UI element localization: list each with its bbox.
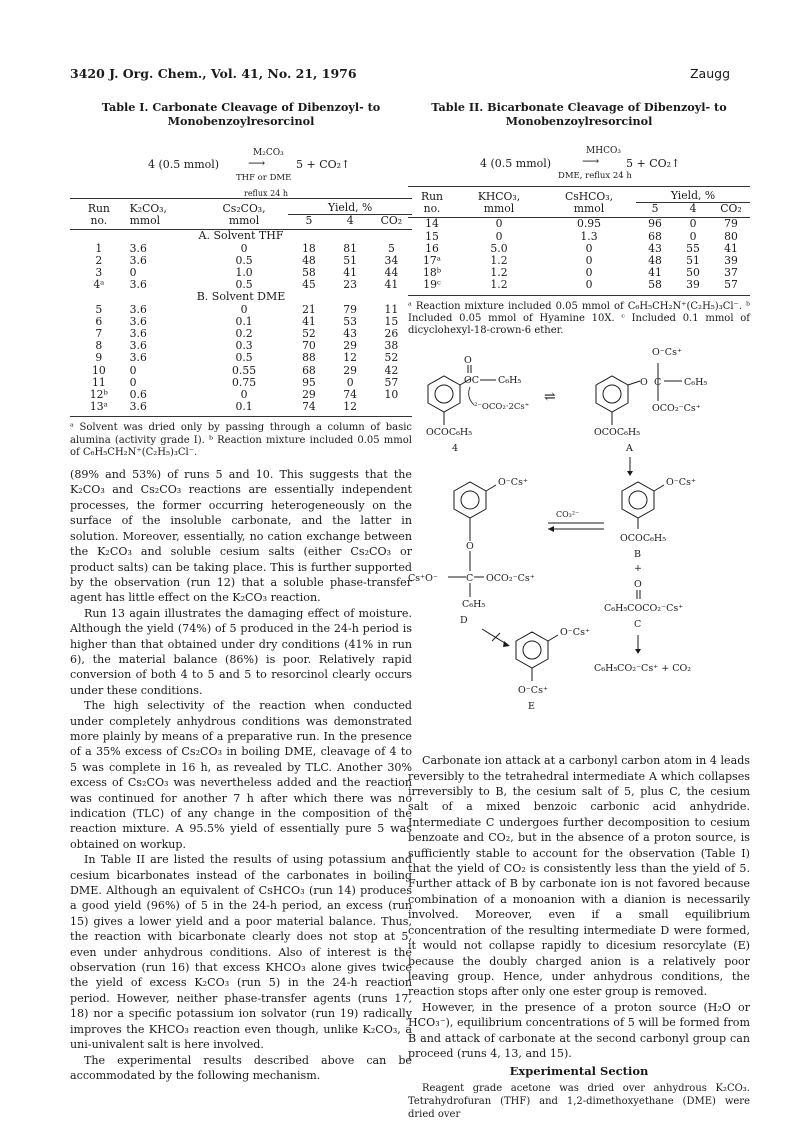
mechanism-drawing <box>408 345 750 747</box>
table-cell: 1.2 <box>456 279 542 295</box>
table-cell: 10 <box>91 363 106 377</box>
table-row <box>70 243 412 255</box>
table-cell: 1.2 <box>490 266 508 280</box>
table-cell: 0 <box>585 241 593 255</box>
table-cell: 18ᵇ <box>422 266 442 280</box>
svg-text:OCOC₆H₅: OCOC₆H₅ <box>620 533 667 545</box>
table-cell: 44 <box>384 266 399 280</box>
table-cell: 0.1 <box>200 401 289 417</box>
table-cell: 68 <box>302 363 316 377</box>
table-cell: 0 <box>689 217 697 231</box>
table-row <box>408 279 750 295</box>
scheme-product: 5 + CO₂↑ <box>296 158 351 171</box>
table-cell: 13ᵃ <box>70 401 128 417</box>
svg-text:O: O <box>634 579 642 591</box>
c4-carbonyl-o: O <box>464 355 472 367</box>
svg-text:Cs⁺O⁻: Cs⁺O⁻ <box>408 573 438 585</box>
table-cell <box>371 401 412 417</box>
table-row <box>70 401 412 417</box>
table-cell: 3.6 <box>129 327 147 341</box>
t2-col-header-yield: Yield, % <box>636 187 750 203</box>
table-cell: 0 <box>585 266 593 280</box>
section-a-heading: A. Solvent THF <box>198 229 284 243</box>
table-cell: 3.6 <box>129 253 147 267</box>
table-cell: 51 <box>343 253 358 267</box>
table-cell: 0 <box>129 266 137 280</box>
table1-reaction-scheme <box>70 134 412 198</box>
experimental-heading: Experimental Section <box>509 1064 649 1079</box>
table-cell: 3.6 <box>129 278 147 292</box>
table-cell: 55 <box>686 241 700 255</box>
svg-text:OCOC₆H₅: OCOC₆H₅ <box>426 427 473 439</box>
table-cell: 6 <box>95 314 103 328</box>
table-cell: 7 <box>95 327 103 341</box>
paragraph: (89% and 53%) of runs 5 and 10. This suggests that the K₂CO₃ and Cs₂CO₃ reactions are essentially independent processes, the former occurring heterogeneously on the surface of the insoluble carbonate, and the latter in solution. Moreover, essentially, no cation exchange between the K₂CO₃ and soluble cesium salts (either Cs₂CO₃ or product salts) can be taking place. This is further supported by the observation (run 12) that a soluble phase-transfer agent has little effect on the K₂CO₃ reaction. <box>70 468 412 605</box>
svg-text:²⁻OCO₂·2Cs⁺: ²⁻OCO₂·2Cs⁺ <box>474 402 530 413</box>
table-cell: 11 <box>91 375 106 389</box>
scheme-reagent: M₂CO₃ <box>253 148 284 158</box>
table-row <box>70 304 412 316</box>
svg-text:O⁻Cs⁺: O⁻Cs⁺ <box>666 477 696 489</box>
paragraph: The experimental results described above can be accommodated by the following mechanism. <box>70 1053 412 1082</box>
table-cell: 58 <box>636 279 674 295</box>
table-cell: 12 <box>343 351 358 365</box>
table-cell: 4ᵃ <box>93 278 105 292</box>
svg-text:C₆H₅: C₆H₅ <box>498 375 522 387</box>
table-cell: 95 <box>302 375 316 389</box>
table-cell: 0.55 <box>232 363 257 377</box>
scheme-reactant: 4 (0.5 mmol) <box>148 158 220 171</box>
table-cell: 5 <box>95 302 103 316</box>
left-column <box>70 100 412 1083</box>
svg-text:C: C <box>654 377 662 389</box>
table-cell: 45 <box>302 278 316 292</box>
svg-text:OCO₂⁻Cs⁺: OCO₂⁻Cs⁺ <box>486 573 535 585</box>
table-cell: 50 <box>686 266 700 280</box>
table-cell: 8 <box>95 339 103 353</box>
table-cell: 0 <box>346 375 354 389</box>
table-cell: 21 <box>302 302 316 316</box>
table-cell: 19ᶜ <box>408 279 456 295</box>
table-cell: 23 <box>343 278 358 292</box>
table-cell: 3 <box>95 266 103 280</box>
table-cell: 41 <box>648 266 662 280</box>
table-cell: 3.6 <box>129 339 147 353</box>
table-cell: 42 <box>384 363 399 377</box>
svg-text:O⁻Cs⁺: O⁻Cs⁺ <box>498 477 528 489</box>
table-cell: 39 <box>674 279 712 295</box>
table-cell: 79 <box>343 302 358 316</box>
table-cell: 1.2 <box>490 254 508 268</box>
table-cell: 48 <box>302 253 316 267</box>
ring-compound-B <box>622 482 664 529</box>
table-cell: 79 <box>724 217 738 231</box>
scheme-conditions: THF or DME <box>236 173 292 183</box>
table-cell: 12ᵇ <box>89 388 108 402</box>
table-cell: 0.75 <box>232 375 257 389</box>
table-cell: 39 <box>724 254 738 268</box>
table-cell: 0 <box>240 388 248 402</box>
label-B: B <box>634 549 641 561</box>
t2-col-header-run: Run <box>408 187 456 203</box>
table-cell: 2 <box>95 253 103 267</box>
table-cell: 0.2 <box>235 327 253 341</box>
table-cell: 0.6 <box>129 388 147 402</box>
svg-text:C₆H₅: C₆H₅ <box>462 599 486 611</box>
svg-text:C₆H₅CO₂⁻Cs⁺ + CO₂: C₆H₅CO₂⁻Cs⁺ + CO₂ <box>594 663 692 675</box>
table-cell: 3.6 <box>129 314 147 328</box>
table-cell: 15 <box>425 229 439 243</box>
table-cell: 0 <box>240 302 248 316</box>
table-cell: 3.6 <box>128 401 200 417</box>
table-cell: 43 <box>343 327 358 341</box>
svg-text:O: O <box>640 377 648 389</box>
col-header-k2co3: K₂CO₃, <box>128 199 200 215</box>
table-cell: 0 <box>129 363 137 377</box>
table-cell: 70 <box>302 339 316 353</box>
table-cell: 57 <box>384 375 399 389</box>
t2-col-header-cshco3: CsHCO₃, <box>542 187 636 203</box>
table-cell: 29 <box>343 363 358 377</box>
table-cell: 0 <box>495 229 503 243</box>
table-cell: 51 <box>686 254 700 268</box>
svg-text:C₆H₅COCO₂⁻Cs⁺: C₆H₅COCO₂⁻Cs⁺ <box>604 603 684 615</box>
svg-text:+: + <box>634 563 642 575</box>
table-cell: 3.6 <box>129 351 147 365</box>
table-row <box>70 365 412 377</box>
table-cell: 52 <box>302 327 316 341</box>
svg-text:OC: OC <box>464 375 480 387</box>
svg-text:OCOC₆H₅: OCOC₆H₅ <box>594 427 641 439</box>
table-cell: 68 <box>648 229 662 243</box>
table-cell: 41 <box>384 278 399 292</box>
table-cell: 3.6 <box>129 241 147 255</box>
right-column <box>408 100 750 1121</box>
paragraph: However, in the presence of a proton source (H₂O or HCO₃⁻), equilibrium concentrations of 5 will be formed from B and attack of carbonate at the second carbonyl group can proceed (runs 4, 13, and 15). <box>408 1000 750 1060</box>
table-cell: 15 <box>384 314 399 328</box>
table-cell: 38 <box>384 339 399 353</box>
svg-text:O⁻Cs⁺: O⁻Cs⁺ <box>518 685 548 697</box>
table-cell: 74 <box>343 388 358 402</box>
svg-text:O: O <box>466 541 474 553</box>
table-cell: 74 <box>288 401 329 417</box>
table-cell: 48 <box>648 254 662 268</box>
table-cell: 0.5 <box>235 253 253 267</box>
svg-text:C: C <box>466 573 474 585</box>
table-cell: 41 <box>724 241 738 255</box>
table-cell: 0.95 <box>576 217 602 231</box>
table-row <box>70 352 412 364</box>
table-cell: 0 <box>129 375 137 389</box>
label-C: C <box>634 619 642 631</box>
svg-text:O⁻Cs⁺: O⁻Cs⁺ <box>652 347 682 359</box>
table-cell: 43 <box>648 241 662 255</box>
table-cell: 10 <box>384 388 399 402</box>
scheme2-conditions: DME, reflux 24 h <box>558 171 632 181</box>
table-cell: 1 <box>95 241 103 255</box>
col-header-cs2co3: Cs₂CO₃, <box>200 199 289 215</box>
scheme-arrow: ⟶ <box>248 156 266 170</box>
t2-col-header-khco3: KHCO₃, <box>456 187 542 203</box>
label-A: A <box>626 443 633 455</box>
table-cell: 0.3 <box>235 339 253 353</box>
table-cell: 81 <box>343 241 358 255</box>
experimental-text: Reagent grade acetone was dried over anhydrous K₂CO₃. Tetrahydrofuran (THF) and 1,2-dimethoxyethane (DME) were dried over <box>408 1082 750 1120</box>
ring-compound-E <box>516 632 558 681</box>
svg-text:O⁻Cs⁺: O⁻Cs⁺ <box>560 627 590 639</box>
table2-rows <box>408 218 750 295</box>
table-cell: 1.3 <box>580 229 598 243</box>
table1-rows-b <box>70 304 412 417</box>
table-cell: 9 <box>95 351 103 365</box>
table-cell: 0 <box>542 279 636 295</box>
paragraph: Run 13 again illustrates the damaging effect of moisture. Although the yield (74%) of 5 produced in the 24-h period is higher than that obtained under dry conditions (41% in run 6), the material balance (86%) is poor. Relatively rapid conversion of both 4 to 5 and 5 to resorcinol clearly occurs under these conditions. <box>70 606 412 697</box>
scheme2-reactant: 4 (0.5 mmol) <box>480 157 552 170</box>
table-cell: 5 <box>387 241 395 255</box>
table-cell: 0 <box>240 241 248 255</box>
table-row <box>408 231 750 243</box>
table-cell: 17ᵃ <box>423 254 441 268</box>
label-E: E <box>528 701 535 713</box>
table-cell: 0 <box>495 217 503 231</box>
table-cell: 41 <box>343 266 358 280</box>
col-header-run: Run <box>70 199 128 215</box>
table-cell: 41 <box>302 314 316 328</box>
scheme2-arrow: ⟶ <box>582 154 600 168</box>
scheme-conditions-time: reflux 24 h <box>244 189 288 198</box>
paragraph: In Table II are listed the results of using potassium and cesium bicarbonates instead of the carbonates in boiling DME. Although an equivalent of CsHCO₃ (run 14) produces a good yield (96%) of 5 in the 24-h period, an excess (run 15) gives a lower yield and a poor material balance. Thus, the reaction with bicarbonate clearly does not stop at 5, even under anhydrous conditions. Also of interest is the observation (run 16) that excess KHCO₃ alone gives twice the yield of excess K₂CO₃ (run 5) in the 24-h reaction period. However, neither phase-transfer agents (runs 17, 18) nor a specific potassium ion solvator (run 19) radically improves the KHCO₃ reaction even though, unlike K₂CO₃, a uni-univalent salt is here involved. <box>70 853 412 1052</box>
table-cell: 0.1 <box>235 314 253 328</box>
table-cell: 29 <box>302 388 316 402</box>
table2: Run KHCO₃, CsHCO₃, Yield, % no. mmol mmol 5 4 CO₂ 14 0 0.95 96 0 79 15 0 1.3 68 0 80 16 5.0 0 43 55 41 17ᵃ 1.2 0 48 51 39 18ᵇ 1.2 0 41 50 37 19ᶜ 1.2 0 58 39 57 <box>408 186 750 296</box>
table-cell: 3.6 <box>129 302 147 316</box>
svg-text:C₆H₅: C₆H₅ <box>684 377 708 389</box>
table-cell: 57 <box>712 279 750 295</box>
left-body-text <box>70 467 412 1083</box>
header-journal: 3420 J. Org. Chem., Vol. 41, No. 21, 1976 <box>70 66 357 81</box>
table1-caption: Table I. Carbonate Cleavage of Dibenzoyl- to Monobenzoylresorcinol <box>101 100 381 128</box>
table-cell: 29 <box>343 339 358 353</box>
table-cell: 80 <box>724 229 738 243</box>
table-cell: 0.5 <box>235 278 253 292</box>
right-body-text <box>408 753 750 1061</box>
table-cell: 37 <box>724 266 738 280</box>
table-cell: 0.5 <box>235 351 253 365</box>
svg-text:OCO₂⁻Cs⁺: OCO₂⁻Cs⁺ <box>652 403 701 415</box>
table-cell: 11 <box>384 302 399 316</box>
section-b-heading: B. Solvent DME <box>196 290 286 304</box>
ring-compound-A <box>596 363 682 425</box>
mechanism-scheme <box>408 345 750 747</box>
table1-footnote: ᵃ Solvent was dried only by passing through a column of basic alumina (activity grade I). ᵇ Reaction mixture included 0.05 mmol of C₆H₅CH₂N⁺(C₂H₅)₃Cl⁻. <box>70 422 412 458</box>
table2-reaction-scheme <box>408 134 750 186</box>
table-cell: 0 <box>689 229 697 243</box>
scheme2-reagent: MHCO₃ <box>586 146 621 156</box>
svg-text:CO₃²⁻: CO₃²⁻ <box>556 510 580 520</box>
table-cell: 96 <box>648 217 662 231</box>
table-cell: 53 <box>343 314 358 328</box>
table-cell: 58 <box>302 266 316 280</box>
table1-rows-a <box>70 243 412 292</box>
table2-caption: Table II. Bicarbonate Cleavage of Dibenzoyl- to Monobenzoylresorcinol <box>431 100 727 128</box>
table-cell: 18 <box>302 241 316 255</box>
table2-footnote: ᵃ Reaction mixture included 0.05 mmol of C₆H₅CH₂N⁺(C₂H₅)₃Cl⁻. ᵇ Included 0.05 mmol of Hyamine 10X. ᶜ Included 0.1 mmol of dicyclohexyl-18-crown-6 ether. <box>408 300 750 337</box>
table-cell: 1.0 <box>235 266 253 280</box>
paragraph: The high selectivity of the reaction when conducted under completely anhydrous conditions was demonstrated more plainly by means of a preparative run. In the presence of a 35% excess of Cs₂CO₃ in boiling DME, cleavage of 4 to 5 was complete in 16 h, as revealed by TLC. Another 30% excess of Cs₂CO₃ was nevertheless added and the reaction was continued for another 7 h after which there was no indication (TLC) of any change in the composition of the reaction mixture. A 95.5% yield of essentially pure 5 was obtained on workup. <box>70 699 412 851</box>
table-cell: 88 <box>302 351 316 365</box>
col-header-yield: Yield, % <box>288 199 412 215</box>
equilibrium-arrow-1: ⇌ <box>544 389 556 406</box>
table-cell: 34 <box>384 253 399 267</box>
paragraph: Carbonate ion attack at a carbonyl carbon atom in 4 leads reversibly to the tetrahedral intermediate A which collapses irreversibly to B, the cesium salt of 5, plus C, the cesium salt of a mixed benzoic carbonic acid anhydride. Intermediate C undergoes further decomposition to cesium benzoate and CO₂, but in the absence of a proton source, is sufficiently stable to account for the observation (Table I) that the yield of CO₂ is consistently less than the yield of 5. Further attack of B by carbonate ion is not favored because combination of a monoanion with a dianion is necessarily involved. Moreover, even if a small equilibrium concentration of the resulting intermediate D were formed, it would not collapse rapidly to dicesium resorcylate (E) because the doubly charged anion is a relatively poor leaving group. Hence, under anhydrous conditions, the reaction stops after only one ester group is removed. <box>408 754 750 999</box>
label-D: D <box>460 615 468 627</box>
table1: Run K₂CO₃, Cs₂CO₃, Yield, % no. mmol mmol 5 4 CO₂ A. Solvent THF 1 3.6 0 18 81 5 2 3.6 0.5 48 51 34 3 0 1.0 58 41 44 4ᵃ 3.6 0.5 45 23 41 B. Solvent DME 5 3.6 0 21 79 11 6 3.6 0.1 41 53 15 7 3.6 0.2 52 43 26 8 3.6 0.3 70 29 38 9 3.6 0.5 88 12 52 10 0 0.55 68 29 42 11 0 0.75 95 0 57 12ᵇ 0.6 0 29 74 10 13ᵃ 3.6 0.1 74 12 <box>70 198 412 417</box>
table-cell: 26 <box>384 327 399 341</box>
table-cell: 14 <box>425 217 439 231</box>
table-cell: 0 <box>585 254 593 268</box>
table-row <box>408 218 750 231</box>
scheme2-product: 5 + CO₂↑ <box>626 157 681 170</box>
table-cell: 52 <box>384 351 399 365</box>
header-author: Zaugg <box>689 66 730 81</box>
table-cell: 12 <box>330 401 371 417</box>
label-4: 4 <box>452 443 459 455</box>
table-cell: 16 <box>425 241 439 255</box>
table-cell: 5.0 <box>490 241 508 255</box>
